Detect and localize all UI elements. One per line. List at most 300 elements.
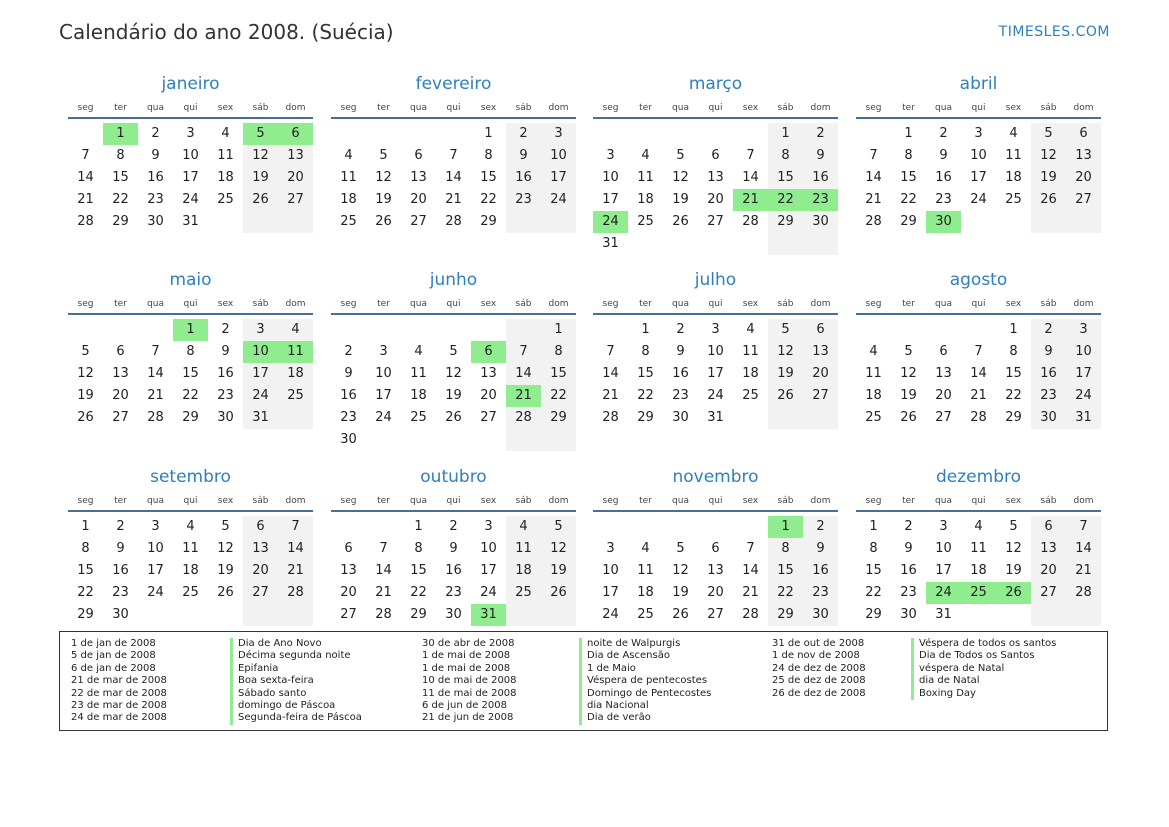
- day-cell: 27: [112, 410, 129, 425]
- day-cell: 25: [410, 410, 427, 425]
- day-cell: 22: [1005, 388, 1022, 403]
- day-cell: 13: [1031, 538, 1066, 560]
- month-calendar: [593, 73, 838, 255]
- day-cell: 3: [711, 322, 720, 337]
- day-cell: 23: [217, 388, 234, 403]
- day-cell: 13: [112, 366, 129, 381]
- day-cell: 27: [1031, 582, 1066, 604]
- day-cell: 9: [221, 344, 230, 359]
- empty-cell: [541, 604, 576, 626]
- empty-cell: [628, 516, 663, 538]
- day-cell: 17: [182, 170, 199, 185]
- day-cell: 19: [1005, 563, 1022, 578]
- day-cell: 8: [186, 344, 195, 359]
- day-cell: 6: [711, 148, 720, 163]
- holiday-name: Véspera de pentecostes: [579, 675, 711, 687]
- holiday-dates-column: [422, 638, 517, 725]
- day-cell: 18: [340, 192, 357, 207]
- holiday-date: 5 de jan de 2008: [71, 650, 156, 662]
- empty-cell: [138, 319, 173, 341]
- day-cell: 13: [935, 366, 952, 381]
- empty-cell: [471, 319, 506, 341]
- holiday-day-cell: 1: [173, 319, 208, 341]
- day-grid: [856, 123, 1101, 233]
- day-cell: 27: [803, 385, 838, 407]
- day-cell: 20: [935, 388, 952, 403]
- day-cell: 23: [803, 582, 838, 604]
- holiday-name: dia de Natal: [911, 675, 1056, 687]
- day-cell: 6: [711, 541, 720, 556]
- day-cell: 6: [1031, 516, 1066, 538]
- holiday-name: noite de Walpurgis: [579, 638, 711, 650]
- day-cell: 26: [217, 585, 234, 600]
- day-cell: 29: [112, 214, 129, 229]
- day-cell: 29: [865, 607, 882, 622]
- day-cell: 20: [278, 167, 313, 189]
- weekday-label: ter: [114, 103, 127, 113]
- day-cell: 20: [410, 192, 427, 207]
- empty-cell: [366, 516, 401, 538]
- weekday-label: qua: [147, 103, 164, 113]
- weekday-header: [331, 488, 576, 512]
- day-cell: 1: [414, 519, 423, 534]
- day-cell: 30: [112, 607, 129, 622]
- day-cell: 6: [803, 319, 838, 341]
- day-cell: 19: [1031, 167, 1066, 189]
- empty-cell: [278, 407, 313, 429]
- month-calendar: [856, 269, 1101, 429]
- day-cell: 9: [506, 145, 541, 167]
- day-cell: 27: [340, 607, 357, 622]
- day-cell: 29: [410, 607, 427, 622]
- month-name: abril: [959, 74, 998, 94]
- holiday-name: dia Nacional: [579, 700, 711, 712]
- day-cell: 20: [340, 585, 357, 600]
- empty-cell: [1031, 604, 1066, 626]
- day-cell: 1: [1009, 322, 1018, 337]
- page-title: Calendário do ano 2008. (Suécia): [59, 20, 394, 44]
- day-cell: 27: [707, 607, 724, 622]
- empty-cell: [733, 516, 768, 538]
- day-cell: 6: [939, 344, 948, 359]
- weekday-label: qua: [935, 299, 952, 309]
- day-grid: [68, 319, 313, 429]
- empty-cell: [506, 319, 541, 341]
- day-cell: 17: [707, 366, 724, 381]
- day-cell: 28: [742, 214, 759, 229]
- weekday-label: seg: [340, 496, 357, 506]
- day-cell: 28: [445, 214, 462, 229]
- weekday-header: [856, 488, 1101, 512]
- empty-cell: [506, 211, 541, 233]
- weekday-label: sex: [742, 299, 759, 309]
- holiday-name: Dia de Todos os Santos: [911, 650, 1056, 662]
- day-cell: 29: [900, 214, 917, 229]
- day-cell: 28: [147, 410, 164, 425]
- day-cell: 1: [484, 126, 493, 141]
- weekday-label: seg: [602, 103, 619, 113]
- empty-cell: [471, 429, 506, 451]
- month-calendar: [856, 73, 1101, 233]
- day-cell: 1: [869, 519, 878, 534]
- day-cell: 31: [243, 407, 278, 429]
- day-cell: 16: [803, 560, 838, 582]
- holiday-day-cell: 26: [996, 582, 1031, 604]
- day-cell: 4: [221, 126, 230, 141]
- day-cell: 13: [803, 341, 838, 363]
- day-cell: 1: [81, 519, 90, 534]
- weekday-label: sáb: [252, 103, 269, 113]
- day-cell: 31: [935, 607, 952, 622]
- holiday-name: Segunda-feira de Páscoa: [230, 712, 362, 724]
- empty-cell: [68, 319, 103, 341]
- day-cell: 29: [182, 410, 199, 425]
- empty-cell: [278, 211, 313, 233]
- day-cell: 27: [278, 189, 313, 211]
- weekday-label: ter: [902, 496, 915, 506]
- weekday-label: qui: [183, 299, 198, 309]
- holiday-day-cell: 23: [803, 189, 838, 211]
- weekday-label: seg: [865, 496, 882, 506]
- day-cell: 18: [742, 366, 759, 381]
- day-cell: 6: [116, 344, 125, 359]
- holiday-name: Dia de Ano Novo: [230, 638, 362, 650]
- day-cell: 13: [707, 563, 724, 578]
- day-cell: 26: [541, 582, 576, 604]
- empty-cell: [401, 319, 436, 341]
- empty-cell: [628, 123, 663, 145]
- holiday-day-cell: 21: [733, 189, 768, 211]
- month-name: janeiro: [161, 74, 220, 94]
- weekday-header: [593, 291, 838, 315]
- day-cell: 31: [707, 410, 724, 425]
- day-cell: 3: [541, 123, 576, 145]
- weekday-label: seg: [77, 103, 94, 113]
- day-grid: [331, 123, 576, 233]
- holiday-day-cell: 31: [471, 604, 506, 626]
- weekday-label: sex: [217, 103, 234, 113]
- day-cell: 14: [1066, 538, 1101, 560]
- day-cell: 30: [340, 432, 357, 447]
- day-cell: 7: [746, 148, 755, 163]
- day-cell: 27: [707, 214, 724, 229]
- day-cell: 5: [221, 519, 230, 534]
- weekday-label: qua: [147, 299, 164, 309]
- day-cell: 24: [970, 192, 987, 207]
- day-cell: 4: [186, 519, 195, 534]
- weekday-label: qua: [672, 496, 689, 506]
- empty-cell: [173, 604, 208, 626]
- day-cell: 16: [506, 167, 541, 189]
- month-name: agosto: [949, 270, 1008, 290]
- holiday-day-cell: 25: [961, 582, 996, 604]
- weekday-label: dom: [285, 496, 306, 506]
- day-cell: 19: [243, 167, 278, 189]
- day-cell: 12: [243, 145, 278, 167]
- weekday-header: [856, 291, 1101, 315]
- day-cell: 17: [541, 167, 576, 189]
- empty-cell: [68, 123, 103, 145]
- holiday-day-cell: 21: [506, 385, 541, 407]
- day-cell: 11: [340, 170, 357, 185]
- day-cell: 12: [900, 366, 917, 381]
- empty-cell: [961, 604, 996, 626]
- day-cell: 2: [676, 322, 685, 337]
- holiday-day-cell: 24: [593, 211, 628, 233]
- empty-cell: [506, 429, 541, 451]
- weekday-label: qua: [410, 103, 427, 113]
- weekday-label: sex: [1005, 496, 1022, 506]
- holiday-date: 26 de dez de 2008: [772, 687, 866, 699]
- day-cell: 13: [340, 563, 357, 578]
- day-cell: 16: [803, 167, 838, 189]
- day-cell: 30: [217, 410, 234, 425]
- empty-cell: [768, 407, 803, 429]
- holiday-date: 6 de jun de 2008: [422, 699, 507, 711]
- holiday-date: 1 de mai de 2008: [422, 650, 511, 662]
- day-cell: 8: [484, 148, 493, 163]
- day-cell: 7: [278, 516, 313, 538]
- day-cell: 10: [541, 145, 576, 167]
- day-cell: 21: [742, 585, 759, 600]
- day-cell: 4: [869, 344, 878, 359]
- day-cell: 14: [445, 170, 462, 185]
- weekday-label: dom: [1073, 103, 1094, 113]
- weekday-label: qua: [672, 103, 689, 113]
- month-calendar: [331, 73, 576, 233]
- weekday-label: dom: [810, 299, 831, 309]
- brand-link[interactable]: TIMESLES.COM: [998, 24, 1110, 40]
- day-cell: 20: [707, 192, 724, 207]
- day-cell: 13: [410, 170, 427, 185]
- day-cell: 12: [445, 366, 462, 381]
- day-cell: 8: [541, 341, 576, 363]
- empty-cell: [593, 516, 628, 538]
- day-cell: 27: [243, 582, 278, 604]
- holiday-name: domingo de Páscoa: [230, 700, 362, 712]
- weekday-label: qui: [708, 496, 723, 506]
- day-cell: 7: [606, 344, 615, 359]
- empty-cell: [856, 319, 891, 341]
- day-cell: 19: [375, 192, 392, 207]
- empty-cell: [663, 516, 698, 538]
- day-grid: [68, 516, 313, 626]
- weekday-label: sáb: [252, 496, 269, 506]
- weekday-label: sáb: [777, 103, 794, 113]
- empty-cell: [961, 211, 996, 233]
- weekday-header: [856, 95, 1101, 119]
- holiday-name: Sábado santo: [230, 688, 362, 700]
- holiday-name: Décima segunda noite: [230, 650, 362, 662]
- day-cell: 4: [641, 541, 650, 556]
- day-cell: 11: [970, 541, 987, 556]
- weekday-label: dom: [548, 496, 569, 506]
- day-cell: 15: [480, 170, 497, 185]
- day-cell: 28: [865, 214, 882, 229]
- weekday-header: [68, 291, 313, 315]
- day-cell: 16: [112, 563, 129, 578]
- day-cell: 12: [217, 541, 234, 556]
- day-cell: 16: [445, 563, 462, 578]
- day-grid: [331, 319, 576, 451]
- day-cell: 24: [243, 385, 278, 407]
- empty-cell: [698, 516, 733, 538]
- day-cell: 3: [606, 541, 615, 556]
- weekday-label: ter: [639, 299, 652, 309]
- day-grid: [68, 123, 313, 233]
- day-grid: [856, 319, 1101, 429]
- day-cell: 30: [900, 607, 917, 622]
- empty-cell: [733, 123, 768, 145]
- day-cell: 2: [803, 516, 838, 538]
- weekday-label: qui: [446, 103, 461, 113]
- weekday-label: qui: [183, 496, 198, 506]
- holiday-name: Boa sexta-feira: [230, 675, 362, 687]
- day-cell: 15: [182, 366, 199, 381]
- day-cell: 21: [278, 560, 313, 582]
- empty-cell: [996, 211, 1031, 233]
- day-cell: 4: [746, 322, 755, 337]
- day-cell: 21: [445, 192, 462, 207]
- day-cell: 8: [768, 538, 803, 560]
- day-cell: 9: [116, 541, 125, 556]
- day-cell: 20: [707, 585, 724, 600]
- day-cell: 5: [81, 344, 90, 359]
- day-cell: 20: [803, 363, 838, 385]
- weekday-label: qui: [971, 103, 986, 113]
- weekday-label: qui: [446, 299, 461, 309]
- day-cell: 24: [1066, 385, 1101, 407]
- day-cell: 20: [1066, 167, 1101, 189]
- day-cell: 25: [637, 214, 654, 229]
- weekday-label: dom: [285, 299, 306, 309]
- weekday-label: sex: [742, 103, 759, 113]
- weekday-label: dom: [1073, 299, 1094, 309]
- day-cell: 12: [541, 538, 576, 560]
- day-cell: 27: [935, 410, 952, 425]
- day-cell: 22: [112, 192, 129, 207]
- day-cell: 3: [606, 148, 615, 163]
- day-cell: 29: [1005, 410, 1022, 425]
- empty-cell: [401, 123, 436, 145]
- day-cell: 26: [375, 214, 392, 229]
- day-cell: 26: [243, 189, 278, 211]
- month-calendar: [856, 466, 1101, 626]
- holiday-date: 21 de mar de 2008: [71, 675, 167, 687]
- day-cell: 25: [506, 582, 541, 604]
- day-cell: 3: [484, 519, 493, 534]
- month-calendar: [68, 466, 313, 626]
- day-cell: 11: [865, 366, 882, 381]
- empty-cell: [366, 429, 401, 451]
- weekday-header: [593, 488, 838, 512]
- day-cell: 14: [742, 563, 759, 578]
- weekday-header: [68, 95, 313, 119]
- empty-cell: [1031, 211, 1066, 233]
- holiday-name: Dia de Ascensão: [579, 650, 711, 662]
- day-grid: [856, 516, 1101, 626]
- day-cell: 23: [147, 192, 164, 207]
- day-cell: 24: [707, 388, 724, 403]
- day-cell: 5: [768, 319, 803, 341]
- day-cell: 9: [344, 366, 353, 381]
- day-cell: 25: [1005, 192, 1022, 207]
- holiday-date: 30 de abr de 2008: [422, 638, 515, 649]
- day-cell: 29: [637, 410, 654, 425]
- month-calendar: [68, 269, 313, 429]
- day-cell: 10: [602, 563, 619, 578]
- day-cell: 26: [1031, 189, 1066, 211]
- month-name: dezembro: [936, 467, 1021, 487]
- day-cell: 10: [182, 148, 199, 163]
- weekday-label: seg: [340, 103, 357, 113]
- day-cell: 28: [742, 607, 759, 622]
- day-cell: 8: [414, 541, 423, 556]
- weekday-label: qui: [183, 103, 198, 113]
- day-cell: 1: [641, 322, 650, 337]
- empty-cell: [243, 604, 278, 626]
- weekday-label: sex: [480, 103, 497, 113]
- day-cell: 15: [768, 167, 803, 189]
- day-cell: 17: [602, 192, 619, 207]
- empty-cell: [698, 233, 733, 255]
- day-cell: 4: [641, 148, 650, 163]
- weekday-label: ter: [377, 496, 390, 506]
- weekday-label: ter: [114, 299, 127, 309]
- day-cell: 7: [974, 344, 983, 359]
- day-cell: 23: [340, 410, 357, 425]
- day-cell: 5: [541, 516, 576, 538]
- day-cell: 12: [77, 366, 94, 381]
- day-cell: 17: [375, 388, 392, 403]
- day-cell: 15: [865, 563, 882, 578]
- day-cell: 3: [186, 126, 195, 141]
- holiday-name: 1 de Maio: [579, 663, 711, 675]
- weekday-header: [331, 95, 576, 119]
- day-cell: 18: [278, 363, 313, 385]
- day-cell: 8: [641, 344, 650, 359]
- holiday-date: 21 de jun de 2008: [422, 712, 514, 724]
- empty-cell: [278, 604, 313, 626]
- day-cell: 26: [672, 607, 689, 622]
- holiday-day-cell: 10: [243, 341, 278, 363]
- day-cell: 22: [480, 192, 497, 207]
- weekday-label: sáb: [777, 496, 794, 506]
- day-cell: 26: [445, 410, 462, 425]
- holiday-date: 22 de mar de 2008: [71, 687, 167, 699]
- weekday-label: sáb: [777, 299, 794, 309]
- day-cell: 2: [939, 126, 948, 141]
- day-cell: 20: [243, 560, 278, 582]
- month-name: maio: [169, 270, 212, 290]
- holiday-date: 1 de jan de 2008: [71, 638, 156, 649]
- holiday-names-column: [911, 638, 1056, 700]
- day-cell: 11: [410, 366, 427, 381]
- weekday-label: qua: [935, 496, 952, 506]
- empty-cell: [1066, 604, 1101, 626]
- weekday-label: qui: [446, 496, 461, 506]
- weekday-label: dom: [1073, 496, 1094, 506]
- day-cell: 30: [672, 410, 689, 425]
- month-name: junho: [429, 270, 478, 290]
- day-cell: 11: [506, 538, 541, 560]
- day-cell: 7: [1066, 516, 1101, 538]
- empty-cell: [331, 123, 366, 145]
- day-cell: 8: [1009, 344, 1018, 359]
- empty-cell: [593, 319, 628, 341]
- day-cell: 14: [602, 366, 619, 381]
- day-cell: 1: [768, 123, 803, 145]
